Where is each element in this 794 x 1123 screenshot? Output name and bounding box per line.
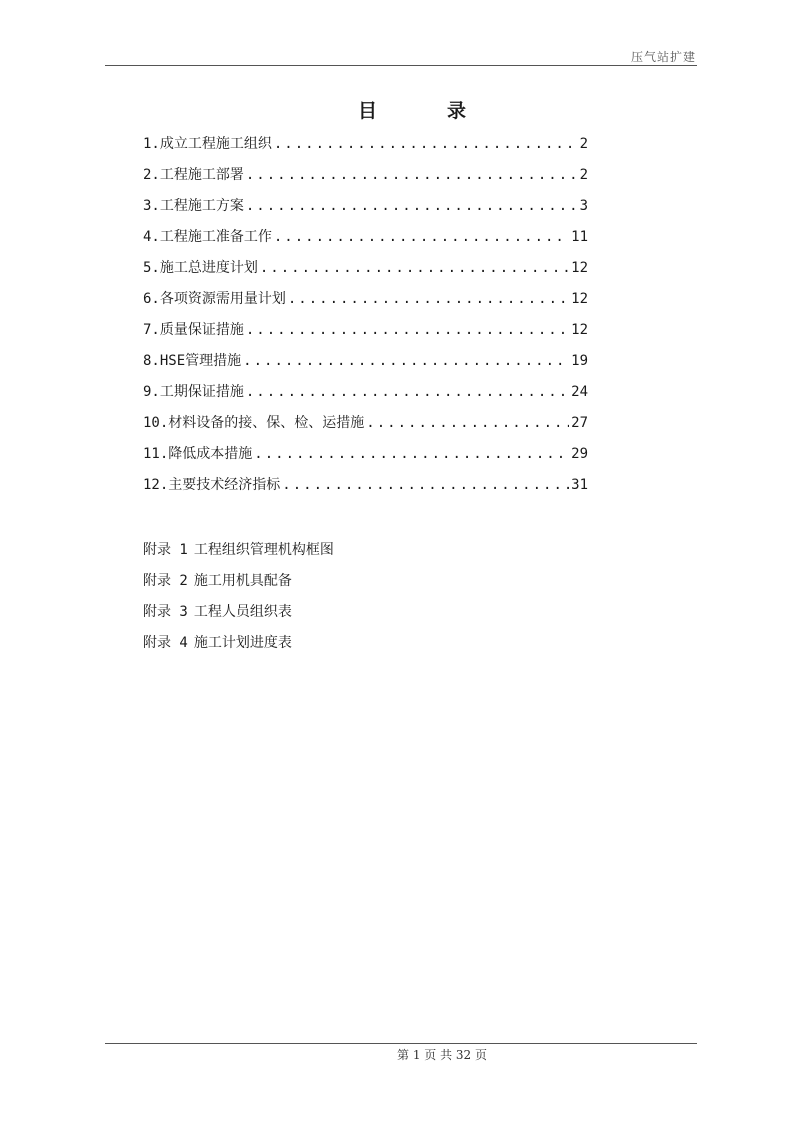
document-title (0, 96, 794, 123)
appendix-title: 施工用机具配备 (193, 573, 292, 589)
toc-entry-label: 1.成立工程施工组织 (143, 136, 272, 152)
footer-divider (105, 1043, 697, 1044)
appendix-list (143, 540, 334, 664)
toc-entry[interactable] (143, 351, 588, 382)
toc-entry-label: 5.施工总进度计划 (143, 260, 258, 276)
appendix-label: 附录 2 (143, 573, 188, 589)
appendix-item (143, 602, 334, 633)
title-part-2: 录 (447, 100, 467, 122)
toc-entry[interactable] (143, 258, 588, 289)
toc-leader-dots (246, 382, 569, 402)
appendix-label: 附录 3 (143, 604, 188, 620)
toc-entry-label: 9.工期保证措施 (143, 384, 244, 400)
toc-entry-label: 3.工程施工方案 (143, 198, 244, 214)
toc-entry-label: 4.工程施工准备工作 (143, 229, 272, 245)
toc-entry[interactable] (143, 444, 588, 475)
toc-leader-dots (243, 351, 569, 371)
toc-entry-label: 11.降低成本措施 (143, 446, 253, 462)
toc-entry[interactable] (143, 196, 588, 227)
toc-leader-dots (274, 227, 569, 247)
appendix-title: 工程组织管理机构框图 (193, 542, 334, 558)
appendix-title: 施工计划进度表 (193, 635, 292, 651)
appendix-item (143, 571, 334, 602)
toc-leader-dots (274, 134, 578, 154)
appendix-label: 附录 1 (143, 542, 188, 558)
toc-entry-page: 27 (571, 415, 588, 431)
toc-entry-label: 7.质量保证措施 (143, 322, 244, 338)
toc-leader-dots (246, 196, 578, 216)
toc-entry[interactable] (143, 475, 588, 506)
toc-entry[interactable] (143, 320, 588, 351)
toc-entry-page: 19 (571, 353, 588, 369)
toc-entry-label: 8.HSE管理措施 (143, 353, 242, 369)
toc-entry[interactable] (143, 134, 588, 165)
toc-entry-page: 24 (571, 384, 588, 400)
toc-entry[interactable] (143, 382, 588, 413)
toc-entry-page: 11 (571, 229, 588, 245)
title-part-1: 目 (357, 100, 377, 122)
page-number-footer: 第 1 页 共 32 页 (397, 1048, 487, 1062)
appendix-label: 附录 4 (143, 635, 188, 651)
appendix-item (143, 633, 334, 664)
toc-leader-dots (246, 320, 569, 340)
toc-entry-page: 2 (579, 136, 588, 152)
toc-entry-label: 12.主要技术经济指标 (143, 477, 281, 493)
toc-entry-label: 6.各项资源需用量计划 (143, 291, 286, 307)
toc-entry-page: 12 (571, 291, 588, 307)
page-header-title: 压气站扩建 (630, 50, 696, 64)
header-divider (105, 65, 697, 66)
appendix-item (143, 540, 334, 571)
toc-entry-page: 3 (579, 198, 588, 214)
appendix-title: 工程人员组织表 (193, 604, 292, 620)
toc-entry[interactable] (143, 165, 588, 196)
toc-leader-dots (254, 444, 569, 464)
toc-entry[interactable] (143, 289, 588, 320)
table-of-contents (143, 134, 588, 506)
toc-entry[interactable] (143, 413, 588, 444)
toc-entry-label: 2.工程施工部署 (143, 167, 244, 183)
toc-leader-dots (288, 289, 569, 309)
toc-entry-page: 29 (571, 446, 588, 462)
toc-entry-page: 2 (579, 167, 588, 183)
toc-leader-dots (282, 475, 569, 495)
toc-entry-page: 31 (571, 477, 588, 493)
toc-entry[interactable] (143, 227, 588, 258)
toc-entry-page: 12 (571, 322, 588, 338)
toc-leader-dots (260, 258, 569, 278)
toc-entry-label: 10.材料设备的接、保、检、运措施 (143, 415, 365, 431)
toc-leader-dots (246, 165, 578, 185)
toc-leader-dots (366, 413, 569, 433)
toc-entry-page: 12 (571, 260, 588, 276)
